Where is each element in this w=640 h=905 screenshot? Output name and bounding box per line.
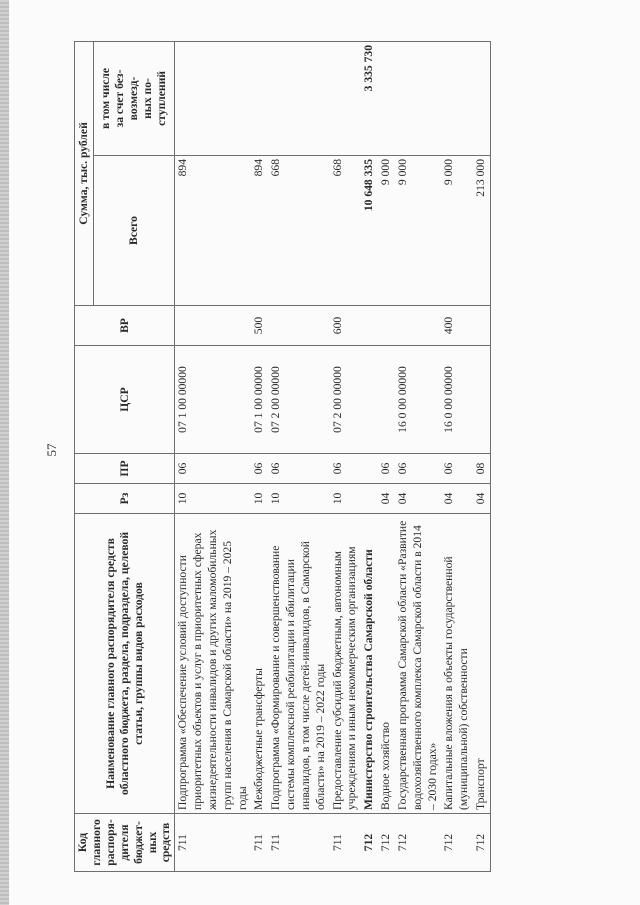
row-csr [378,346,395,454]
row-csr: 07 1 00 00000 [251,346,268,454]
table-row [473,41,490,871]
row-rz: 04 [378,484,395,514]
row-vr [378,306,395,346]
row-csr [361,346,378,454]
row-grants [441,41,473,155]
table-row [268,41,329,871]
row-code: 712 [473,814,490,872]
row-total: 9 000 [378,156,395,306]
row-csr [473,346,490,454]
table-row [441,41,473,871]
row-rz [361,484,378,514]
row-name: Транспорт [473,514,490,814]
row-vr: 400 [441,306,473,346]
row-pr: 06 [175,454,252,484]
row-name: Предоставление субсидий бюджетным, автономным учреждениям и иным некоммерческим организациям [330,514,362,814]
row-csr: 07 2 00 00000 [330,346,362,454]
row-code: 711 [268,814,329,872]
rotated-page-content [40,20,615,880]
row-name: Министерство строительства Самарской области [361,514,378,814]
row-name: Межбюджетные трансферты [251,514,268,814]
row-total: 668 [268,156,329,306]
row-code: 711 [330,814,362,872]
row-rz: 10 [330,484,362,514]
row-csr: 16 0 00 00000 [441,346,473,454]
header-code: Код главного распоря- дителя бюджет- ных средств [75,814,175,872]
budget-table [74,41,491,872]
row-csr: 07 1 00 00000 [175,346,252,454]
row-grants [473,41,490,155]
row-rz: 04 [441,484,473,514]
row-code: 712 [395,814,441,872]
row-name: Капитальные вложения в объекты государственной (муниципальной) собственности [441,514,473,814]
row-csr: 16 0 00 00000 [395,346,441,454]
row-vr: 600 [330,306,362,346]
row-vr [361,306,378,346]
row-vr [175,306,252,346]
row-rz: 10 [175,484,252,514]
row-grants [268,41,329,155]
header-name: Наименование главного распорядителя средств областного бюджета, раздела, подраздела, целевой статьи, группы видов расходов [75,514,175,814]
row-pr: 06 [441,454,473,484]
row-code: 711 [175,814,252,872]
row-grants [395,41,441,155]
row-total: 213 000 [473,156,490,306]
row-code: 712 [361,814,378,872]
header-csr: ЦСР [75,346,175,454]
row-pr: 06 [330,454,362,484]
row-name: Подпрограмма «Формирование и совершенствование системы комплексной реабилитации и абилитации инвалидов, в том числе детей-инвалидов, в Самарской области» на 2019 – 2022 годы [268,514,329,814]
header-vr: ВР [75,306,175,346]
row-pr: 06 [251,454,268,484]
row-rz: 10 [251,484,268,514]
page-number: 57 [44,443,59,457]
header-sum-group: Сумма, тыс. рублей [75,41,94,305]
header-grants: в том числе за счет без- возмезд- ных по- ступлений [93,41,174,155]
row-vr [268,306,329,346]
row-grants [251,41,268,155]
table-row [330,41,362,871]
row-pr: 08 [473,454,490,484]
row-rz: 10 [268,484,329,514]
row-vr: 500 [251,306,268,346]
table-row [378,41,395,871]
row-vr [395,306,441,346]
row-total: 894 [251,156,268,306]
row-grants [175,41,252,155]
row-code: 711 [251,814,268,872]
row-rz: 04 [473,484,490,514]
row-name: Водное хозяйство [378,514,395,814]
row-vr [473,306,490,346]
row-total: 894 [175,156,252,306]
row-pr: 06 [268,454,329,484]
header-pr: ПР [75,454,175,484]
table-row [395,41,441,871]
header-rz: Рз [75,484,175,514]
row-name: Государственная программа Самарской области «Развитие водохозяйственного комплекса Самарской области в 2014 – 2030 годах» [395,514,441,814]
table-row-ministry [361,41,378,871]
header-total: Всего [93,156,174,306]
row-pr [361,454,378,484]
row-rz: 04 [395,484,441,514]
row-total: 10 648 335 [361,156,378,306]
row-pr: 06 [378,454,395,484]
row-grants [330,41,362,155]
row-grants: 3 335 730 [361,41,378,155]
binding-edge [0,0,9,905]
row-csr: 07 2 00 00000 [268,346,329,454]
row-code: 712 [441,814,473,872]
row-total: 668 [330,156,362,306]
row-total: 9 000 [395,156,441,306]
row-total: 9 000 [441,156,473,306]
row-name: Подпрограмма «Обеспечение условий доступности приоритетных объектов и услуг в приоритетных сферах жизнедеятельности инвалидов и других маломобильных групп населения в Самарской области» на 2019 – 2025 годы [175,514,252,814]
row-code: 712 [378,814,395,872]
table-row [175,41,252,871]
table-row [251,41,268,871]
row-pr: 06 [395,454,441,484]
row-grants [378,41,395,155]
